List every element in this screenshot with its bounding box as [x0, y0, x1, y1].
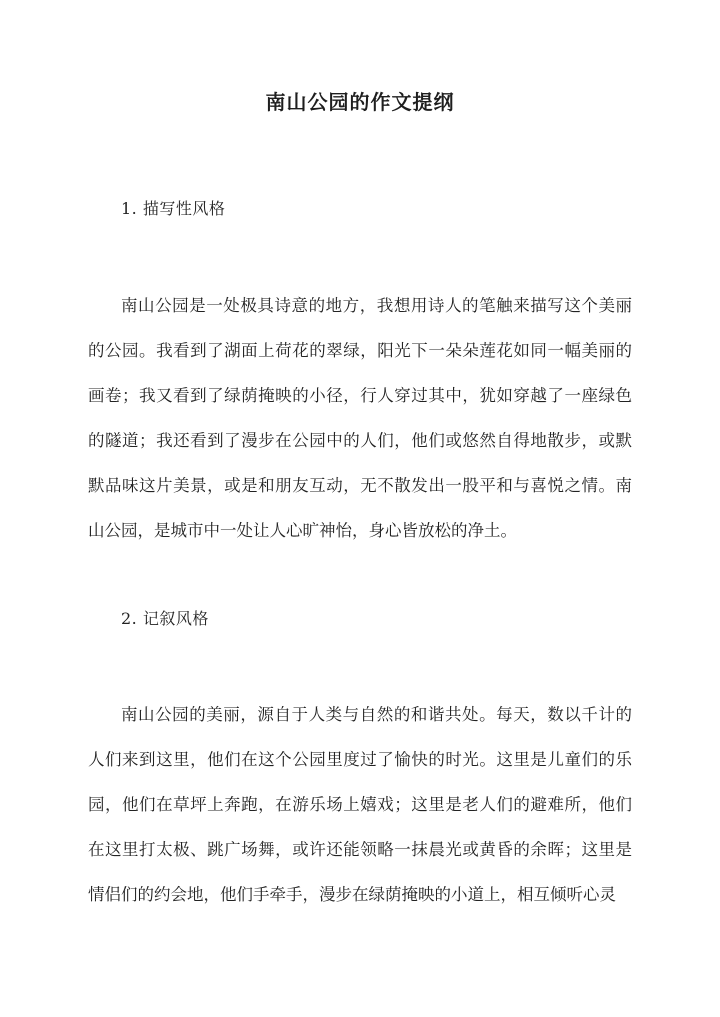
document-title: 南山公园的作文提纲: [265, 90, 455, 114]
section-paragraph-descriptive: 南山公园是一处极具诗意的地方，我想用诗人的笔触来描写这个美丽的公园。我看到了湖面上荷花的翠绿，阳光下一朵朵莲花如同一幅美丽的画卷；我又看到了绿荫掩映的小径，行人穿过其中，犹如穿越了一座绿色的隧道；我还看到了漫步在公园中的人们，他们或悠然自得地散步，或默默品味这片美景，或是和朋友互动，无不散发出一股平和与喜悦之情。南山公园，是城市中一处让人心旷神怡，身心皆放松的净土。: [88, 296, 632, 540]
section-heading-descriptive: 1. 描写性风格: [121, 199, 226, 218]
section-heading-narrative: 2. 记叙风格: [121, 609, 209, 628]
section-paragraph-narrative: 南山公园的美丽，源自于人类与自然的和谐共处。每天，数以千计的人们来到这里，他们在这个公园里度过了愉快的时光。这里是儿童们的乐园，他们在草坪上奔跑，在游乐场上嬉戏；这里是老人们的避难所，他们在这里打太极、跳广场舞，或许还能领略一抹晨光或黄昏的余晖；这里是情侣们的约会地，他们手牵手，漫步在绿荫掩映的小道上，相互倾听心灵: [88, 705, 632, 904]
